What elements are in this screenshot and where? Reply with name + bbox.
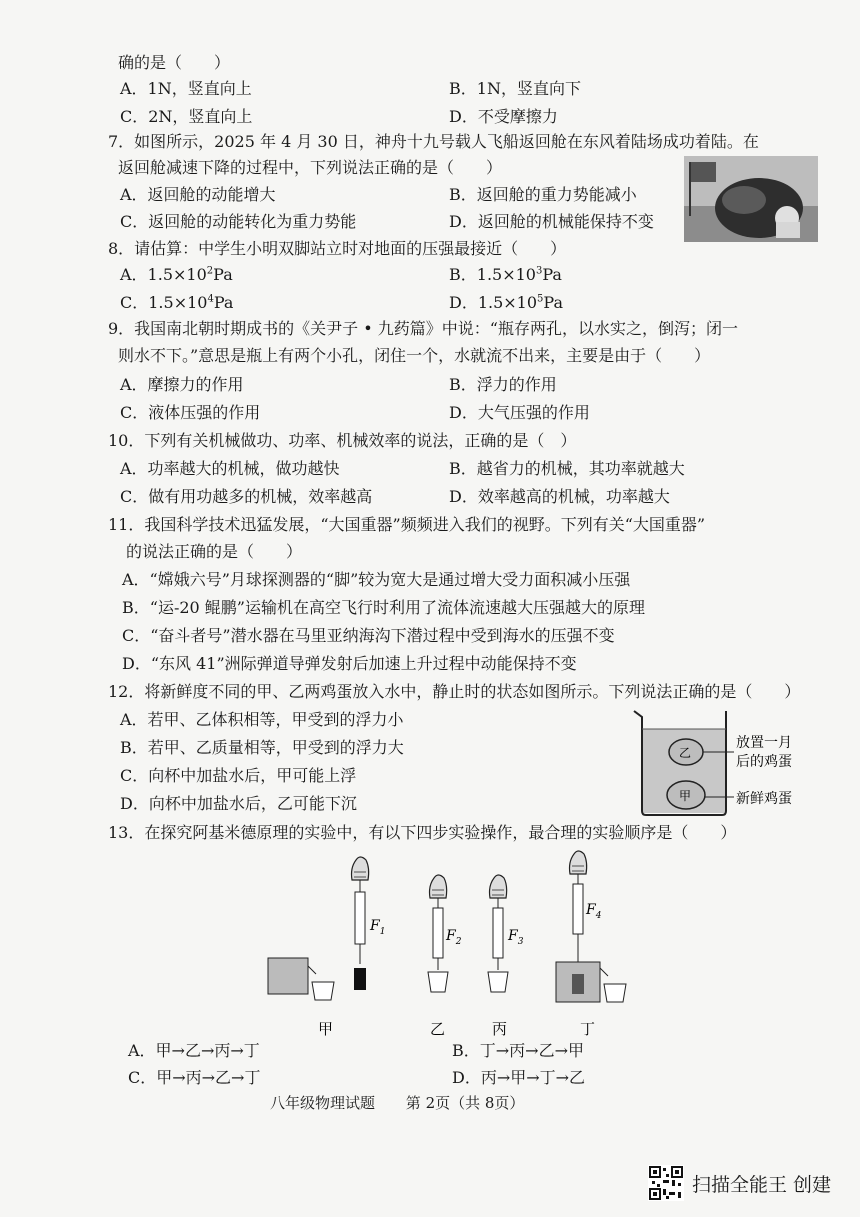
step-jia-label: 甲 bbox=[318, 1020, 334, 1038]
q7-option-d: D．返回舱的机械能保持不变 bbox=[449, 212, 654, 231]
label-old-egg-1: 放置一月 bbox=[736, 735, 792, 751]
label-fresh-egg: 新鲜鸡蛋 bbox=[736, 791, 792, 807]
q8-option-b: B．$1.5\times 10^3Pa$ bbox=[449, 265, 562, 284]
q10-option-b: B．越省力的机械，其功率就越大 bbox=[449, 459, 685, 478]
q6-option-b: B．1N，竖直向下 bbox=[449, 79, 581, 98]
q12-option-c: C．向杯中加盐水后，甲可能上浮 bbox=[120, 766, 357, 785]
q11-stem-line2: 的说法正确的是（ ） bbox=[126, 542, 303, 561]
q6-option-c: C．2N，竖直向上 bbox=[120, 107, 253, 126]
step-ding-label: 丁 bbox=[580, 1020, 596, 1038]
q9-option-c: C．液体压强的作用 bbox=[120, 403, 261, 422]
qr-code-icon bbox=[648, 1165, 684, 1201]
q6-stem-tail: 确的是（ ） bbox=[118, 53, 231, 72]
q9-option-a: A．摩擦力的作用 bbox=[120, 375, 244, 394]
q11-option-c: C．“奋斗者号”潜水器在马里亚纳海沟下潜过程中受到海水的压强不变 bbox=[122, 626, 615, 645]
step-yi-label: 乙 bbox=[430, 1020, 446, 1038]
q9-stem-line1: 9．我国南北朝时期成书的《关尹子 • 九药篇》中说：“瓶存两孔，以水实之，倒泻；闭一 bbox=[108, 319, 738, 338]
q13-option-c: C．甲→丙→乙→丁 bbox=[128, 1068, 261, 1087]
q11-option-a: A．“嫦娥六号”月球探测器的“脚”较为宽大是通过增大受力面积减小压强 bbox=[122, 570, 631, 589]
q13-option-b: B．丁→丙→乙→甲 bbox=[452, 1041, 584, 1060]
q13-archimedes-figure bbox=[260, 848, 640, 1038]
q8-option-d: D．$1.5\times 10^5Pa$ bbox=[449, 293, 564, 312]
q7-stem-line2: 返回舱减速下降的过程中，下列说法正确的是（ ） bbox=[118, 158, 503, 177]
step-bing-label: 丙 bbox=[492, 1020, 508, 1038]
q13-stem: 13．在探究阿基米德原理的实验中，有以下四步实验操作，最合理的实验顺序是（ ） bbox=[108, 823, 737, 842]
q9-option-b: B．浮力的作用 bbox=[449, 375, 557, 394]
q12-option-b: B．若甲、乙质量相等，甲受到的浮力大 bbox=[120, 738, 404, 757]
q11-option-d: D．“东风 41”洲际弹道导弹发射后加速上升过程中动能保持不变 bbox=[122, 654, 577, 673]
q7-option-b: B．返回舱的重力势能减小 bbox=[449, 185, 637, 204]
q9-stem-line2: 则水不下。”意思是瓶上有两个小孔，闭住一个，水就流不出来，主要是由于（ ） bbox=[118, 346, 711, 365]
q12-beaker-figure bbox=[630, 707, 820, 817]
q9-option-d: D．大气压强的作用 bbox=[449, 403, 590, 422]
footer-subject: 八年级物理试题 bbox=[270, 1094, 376, 1112]
q10-option-c: C．做有用功越多的机械，效率越高 bbox=[120, 487, 373, 506]
q7-capsule-photo bbox=[684, 156, 818, 242]
q12-stem: 12．将新鲜度不同的甲、乙两鸡蛋放入水中，静止时的状态如图所示。下列说法正确的是（ ） bbox=[108, 682, 801, 701]
q7-option-c: C．返回舱的动能转化为重力势能 bbox=[120, 212, 357, 231]
q10-stem: 10．下列有关机械做功、功率、机械效率的说法，正确的是（ ） bbox=[108, 431, 577, 450]
f3-label: $F_3$ bbox=[508, 928, 524, 947]
q8-option-a: A．$1.5\times 10^2Pa$ bbox=[120, 265, 233, 284]
f2-label: $F_2$ bbox=[446, 928, 462, 947]
q6-option-a: A．1N，竖直向上 bbox=[120, 79, 252, 98]
q7-stem-line1: 7．如图所示，2025 年 4 月 30 日，神舟十九号载人飞船返回舱在东风着陆场成功着陆。在 bbox=[108, 132, 759, 151]
q10-option-a: A．功率越大的机械，做功越快 bbox=[120, 459, 340, 478]
q13-option-a: A．甲→乙→丙→丁 bbox=[128, 1041, 260, 1060]
q6-option-d: D．不受摩擦力 bbox=[449, 107, 558, 126]
f1-label: $F_1$ bbox=[370, 918, 386, 937]
f4-label: $F_4$ bbox=[586, 902, 602, 921]
egg-yi-label: 乙 bbox=[679, 746, 692, 760]
scanner-label: 扫描全能王 创建 bbox=[692, 1173, 832, 1196]
q8-stem: 8．请估算：中学生小明双脚站立时对地面的压强最接近（ ） bbox=[108, 239, 567, 258]
page-footer bbox=[270, 1092, 550, 1113]
q12-option-a: A．若甲、乙体积相等，甲受到的浮力小 bbox=[120, 710, 404, 729]
footer-page-number: 第 2页（共 8页） bbox=[405, 1094, 525, 1112]
q11-stem-line1: 11．我国科学技术迅猛发展，“大国重器”频频进入我们的视野。下列有关“大国重器” bbox=[108, 515, 706, 534]
q10-option-d: D．效率越高的机械，功率越大 bbox=[449, 487, 670, 506]
q12-option-d: D．向杯中加盐水后，乙可能下沉 bbox=[120, 794, 357, 813]
q11-option-b: B．“运-20 鲲鹏”运输机在高空飞行时利用了流体流速越大压强越大的原理 bbox=[122, 598, 645, 617]
egg-jia-label: 甲 bbox=[679, 789, 692, 803]
q8-option-c: C．$1.5\times 10^4Pa$ bbox=[120, 293, 234, 312]
label-old-egg-2: 后的鸡蛋 bbox=[736, 754, 792, 770]
q13-option-d: D．丙→甲→丁→乙 bbox=[452, 1068, 586, 1087]
scanner-watermark bbox=[648, 1165, 831, 1201]
q7-option-a: A．返回舱的动能增大 bbox=[120, 185, 276, 204]
